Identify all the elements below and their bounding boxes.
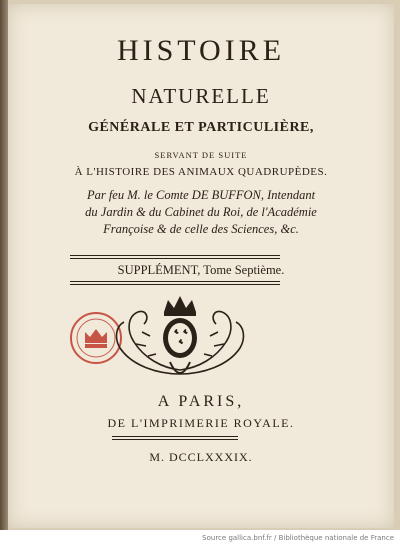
title-quadrupedes: À L'HISTOIRE DES ANIMAUX QUADRUPÈDES. bbox=[74, 166, 328, 178]
title-page bbox=[8, 4, 394, 528]
title-naturelle: NATURELLE bbox=[131, 84, 271, 108]
imprint-rule bbox=[112, 436, 238, 437]
imprint-year: M. DCCLXXXIX. bbox=[149, 450, 253, 464]
book-spine bbox=[0, 0, 8, 530]
rule-bottom bbox=[70, 284, 280, 285]
imprint-rule-thin bbox=[112, 439, 238, 440]
author-line: du Jardin & du Cabinet du Roi, de l'Académie bbox=[85, 205, 317, 219]
author-line: Françoise & de celle des Sciences, &c. bbox=[103, 222, 299, 236]
title-histoire: HISTOIRE bbox=[116, 34, 286, 67]
rule-top bbox=[70, 255, 280, 256]
source-credit: Source gallica.bnf.fr / Bibliothèque nationale de France bbox=[202, 534, 394, 542]
title-generale: GÉNÉRALE ET PARTICULIÈRE, bbox=[88, 120, 314, 135]
supplement-line: SUPPLÉMENT, Tome Septième. bbox=[117, 263, 285, 277]
rule-bottom-thin bbox=[70, 281, 280, 282]
imprint-place: A PARIS, bbox=[157, 393, 245, 410]
author-line: Par feu M. le Comte DE BUFFON, Intendant bbox=[86, 188, 316, 202]
royal-crest-icon bbox=[110, 290, 250, 388]
title-servant: SERVANT DE SUITE bbox=[154, 150, 248, 160]
imprint-printer: DE L'IMPRIMERIE ROYALE. bbox=[107, 416, 295, 430]
rule-top-thin bbox=[70, 258, 280, 259]
author-block bbox=[8, 187, 394, 238]
